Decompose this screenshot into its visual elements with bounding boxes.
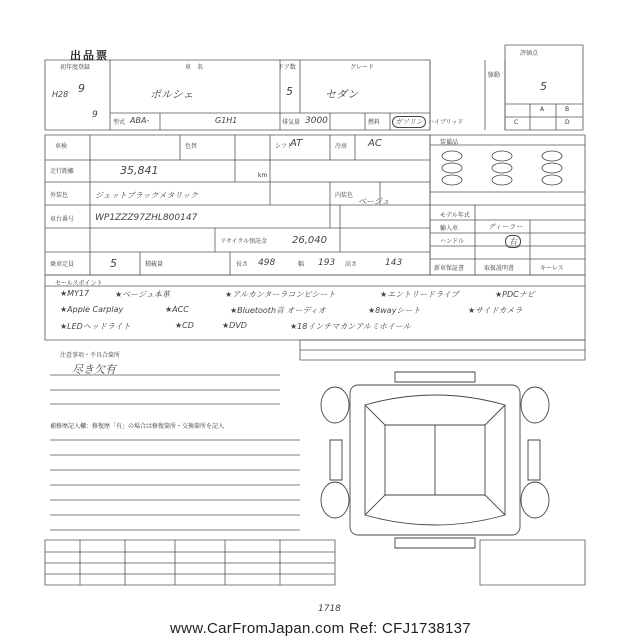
sales-point-3: ★アルカンターラコンビシート	[225, 290, 336, 299]
sales-point-11: ★LEDヘッドライト	[60, 322, 131, 331]
eval-letter-a: A	[540, 106, 545, 113]
notes-value: 尽き欠有	[72, 363, 116, 376]
sales-point-7: ★ACC	[165, 305, 189, 314]
body-no-value: WP1ZZZ97ZHL800147	[95, 213, 198, 223]
interior-value: ベージュ	[358, 197, 390, 206]
mileage-unit: km	[258, 172, 268, 179]
aircon-value: AC	[368, 138, 382, 149]
recycle-value: 26,040	[292, 235, 327, 246]
sales-point-4: ★エントリードライブ	[380, 290, 459, 299]
first-reg-year: 9	[78, 82, 85, 95]
equipment-options	[440, 150, 580, 190]
doors-label: ドア数	[278, 64, 296, 71]
length-value: 498	[258, 258, 276, 268]
first-reg-label: 初年度登録	[60, 64, 91, 71]
notes-label: 注意事項・不具合箇所	[60, 352, 121, 359]
height-value: 143	[385, 258, 403, 268]
sales-point-label: セールスポイント	[55, 280, 103, 287]
model-year-label: モデル年式	[440, 212, 470, 219]
equipment-label: 装備品	[440, 139, 459, 146]
grade-value: セダン	[325, 88, 359, 101]
fuel-alt: ハイブリッド	[428, 119, 464, 126]
sales-point-5: ★PDCナビ	[495, 290, 535, 299]
import-label: 輸入車	[440, 225, 459, 232]
first-reg-era: H28	[52, 90, 69, 99]
body-no-label: 車台番号	[50, 216, 75, 223]
color-change-label: 色替	[185, 143, 198, 150]
fuel-value: ガソリン	[392, 116, 426, 128]
capacity-label: 乗車定員	[50, 261, 75, 268]
import-dealer: ディーラー	[488, 223, 523, 231]
mileage-label: 走行距離	[50, 168, 75, 175]
displacement-label: 排気量	[282, 119, 301, 126]
keyless-label: キーレス	[540, 265, 564, 272]
footer-reference: www.CarFromJapan.com Ref: CFJ1738137	[170, 620, 471, 637]
doors-value: 5	[286, 85, 293, 98]
first-reg-month: 9	[92, 110, 98, 120]
aircon-label: 冷房	[335, 143, 348, 150]
sales-point-8: ★Bluetooth音 オーディオ	[230, 306, 326, 315]
mileage-value: 35,841	[120, 164, 159, 177]
model-label: 型式	[113, 119, 126, 126]
capacity-value: 5	[110, 257, 117, 270]
document-title: 出品票	[70, 49, 109, 62]
sales-point-12: ★CD	[175, 321, 194, 330]
repair-note-label: 補修歴記入欄：修復歴「有」の場合は修復箇所・交換箇所を記入	[50, 423, 225, 430]
sales-point-6: ★Apple Carplay	[60, 305, 124, 314]
width-label: 幅	[298, 261, 305, 268]
car-name-value: ポルシェ	[150, 88, 194, 101]
sales-point-9: ★8wayシート	[368, 306, 421, 315]
exterior-value: ジェットブラックメタリック	[95, 191, 199, 200]
height-label: 高さ	[345, 261, 358, 268]
inspection-label: 車検	[55, 143, 68, 150]
model-code: G1H1	[215, 116, 238, 125]
bottom-number: 1718	[318, 604, 341, 614]
length-label: 長さ	[236, 261, 249, 268]
sales-point-14: ★18インチマカンアルミホイール	[290, 322, 411, 331]
appearance-label: 外装色	[50, 192, 69, 199]
handle-value: 右	[505, 235, 521, 248]
sales-point-13: ★DVD	[222, 321, 247, 330]
eval-label: 評価点	[520, 50, 539, 57]
sales-point-2: ★ベージュ本革	[115, 290, 170, 299]
drive-label: 駆動	[488, 72, 501, 79]
sales-point-1: ★MY17	[60, 289, 90, 298]
interior-label: 内装色	[335, 192, 354, 199]
model-value: ABA-	[130, 116, 150, 125]
grade-label: グレード	[350, 64, 375, 71]
eval-letter-d: D	[565, 119, 570, 126]
new-warranty-label: 新車保証書	[434, 265, 465, 272]
manual-label: 取扱説明書	[484, 265, 515, 272]
sales-point-10: ★サイドカメラ	[468, 306, 523, 315]
recycle-label: リサイクル預託金	[220, 238, 268, 245]
shift-value: AT	[290, 138, 303, 149]
eval-letter-c: C	[514, 119, 519, 126]
eval-letter-b: B	[565, 106, 570, 113]
handle-label: ハンドル	[440, 238, 465, 245]
load-label: 積載量	[145, 261, 164, 268]
shift-label: シフト	[275, 143, 294, 150]
fuel-label: 燃料	[368, 119, 381, 126]
width-value: 193	[318, 258, 336, 268]
car-name-label: 車 名	[185, 64, 204, 71]
eval-score: 5	[540, 80, 547, 93]
displacement-value: 3000	[305, 116, 328, 126]
